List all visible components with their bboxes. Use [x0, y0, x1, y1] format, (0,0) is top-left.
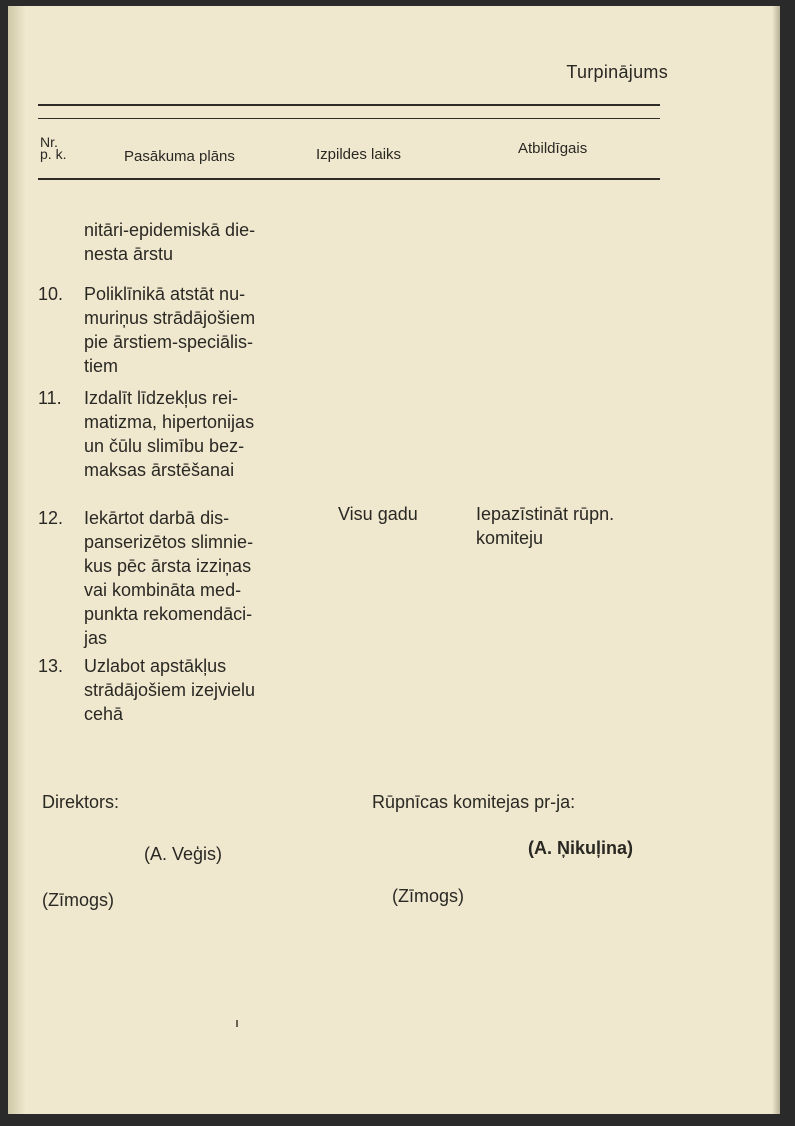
- committee-stamp: (Zīmogs): [392, 886, 464, 906]
- page-edge: [772, 6, 780, 1114]
- continuation-label: Turpinājums: [566, 62, 668, 82]
- director-title: Direktors:: [42, 792, 120, 812]
- item-number: 10.: [38, 284, 64, 304]
- carryover-text: nitāri-epidemiskā die- nesta ārstu: [84, 220, 256, 264]
- table-top-rule-2: [38, 118, 660, 119]
- table-header-rule: [38, 178, 660, 180]
- item-number: 13.: [38, 656, 64, 676]
- list-item: Izdalīt līdzekļus rei- matizma, hipertonijas un čūlu slimību bez- maksas ārstēšanai: [84, 388, 255, 480]
- director-name: (A. Veģis): [144, 844, 223, 864]
- director-stamp: (Zīmogs): [42, 890, 114, 910]
- page-mark: [236, 1020, 238, 1027]
- page-spine: [8, 6, 26, 1114]
- item-number: 11.: [38, 388, 62, 408]
- table-top-rule: [38, 104, 660, 106]
- list-item: Uzlabot apstākļus strādājošiem izejvielu cehā: [84, 656, 256, 724]
- header-responsible: Atbildīgais: [518, 140, 588, 157]
- responsible-cell: Iepazīstināt rūpn. komiteju: [476, 504, 615, 548]
- committee-title: Rūpnīcas komitejas pr-ja:: [372, 792, 576, 812]
- deadline-cell: Visu gadu: [338, 504, 418, 524]
- committee-name: (A. Ņikuļina): [528, 838, 634, 858]
- list-item: Poliklīnikā atstāt nu- muriņus strādājošiem pie ārstiem-speciālis- tiem: [84, 284, 256, 376]
- document-page: [8, 6, 780, 1114]
- header-plan: Pasākuma plāns: [124, 148, 235, 165]
- item-number: 12.: [38, 508, 64, 528]
- header-nr: Nr. p. k.: [40, 134, 67, 162]
- header-deadline: Izpildes laiks: [316, 146, 402, 163]
- list-item: Iekārtot darbā dis- panserizētos slimnie- kus pēc ārsta izziņas vai kombināta med- punkta rekomendāci- jas: [84, 508, 254, 648]
